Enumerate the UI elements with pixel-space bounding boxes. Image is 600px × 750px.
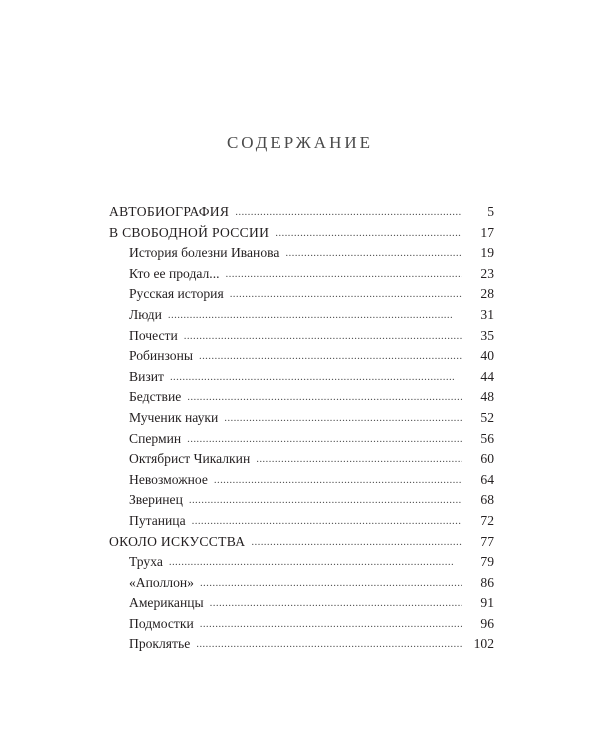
toc-entry — [109, 202, 494, 223]
leader-dots — [230, 284, 462, 305]
toc-entry — [109, 634, 494, 655]
toc-entry-title: Мученик науки — [129, 409, 219, 425]
toc-entry-page: 96 — [480, 615, 494, 631]
toc-entry-page: 102 — [473, 636, 494, 652]
leader-dots — [184, 326, 462, 347]
leader-dots — [169, 552, 462, 573]
toc-heading: СОДЕРЖАНИЕ — [226, 133, 374, 152]
toc-entry-title: Зверинец — [129, 492, 183, 508]
toc-entry-title: ОКОЛО ИСКУССТВА — [109, 533, 246, 549]
toc-entry-title: Русская история — [129, 286, 224, 302]
toc-entry-page: 64 — [480, 471, 494, 487]
toc-entry-title: Проклятье — [129, 636, 191, 652]
leader-dots — [187, 387, 462, 408]
toc-entry-title: «Аполлон» — [129, 574, 194, 590]
toc-entry — [109, 573, 494, 594]
leader-dots — [189, 490, 462, 511]
leader-dots — [226, 264, 463, 285]
toc-entry-title: Почести — [129, 327, 178, 343]
toc-entry — [109, 511, 494, 532]
toc-entry-page: 77 — [480, 533, 494, 549]
toc-entry-title: Люди — [129, 306, 162, 322]
toc-entry-page: 60 — [480, 451, 494, 467]
toc-entry — [109, 614, 494, 635]
toc-entry-page: 48 — [480, 389, 494, 405]
leader-dots — [200, 573, 462, 594]
toc-entry-title: В СВОБОДНОЙ РОССИИ — [109, 224, 270, 240]
toc-entry — [109, 223, 494, 244]
toc-entry-title: Спермин — [129, 430, 182, 446]
toc-entry — [109, 264, 494, 285]
toc-entry-page: 91 — [480, 595, 494, 611]
toc-entry-title: Путаница — [129, 512, 186, 528]
toc-entry — [109, 243, 494, 264]
leader-dots — [192, 511, 462, 532]
leader-dots — [168, 305, 462, 326]
toc-entry-title: Визит — [129, 368, 164, 384]
leader-dots — [196, 634, 462, 655]
toc-entry-page: 79 — [480, 554, 494, 570]
leader-dots — [224, 408, 462, 429]
toc-entry — [109, 429, 494, 450]
toc-entry-page: 86 — [480, 574, 494, 590]
toc-entry — [109, 326, 494, 347]
toc-entry-title: Невозможное — [129, 471, 208, 487]
toc-entry — [109, 532, 494, 553]
toc-entry-title: Робинзоны — [129, 348, 193, 364]
toc-entry-page: 68 — [480, 492, 494, 508]
toc-entry — [109, 346, 494, 367]
leader-dots — [210, 593, 462, 614]
toc-entry-page: 5 — [487, 204, 494, 219]
toc-entry — [109, 593, 494, 614]
toc-entry — [109, 387, 494, 408]
toc-entry-page: 56 — [480, 430, 494, 446]
toc-entry — [109, 408, 494, 429]
toc-entry — [109, 552, 494, 573]
toc-entry-title: Подмостки — [129, 615, 194, 631]
leader-dots — [251, 532, 462, 553]
toc-entry-page: 28 — [480, 286, 494, 302]
toc-entry-page: 40 — [480, 348, 494, 364]
toc-entry — [109, 367, 494, 388]
toc-entry-page: 35 — [480, 327, 494, 343]
toc-entry-page: 31 — [480, 306, 494, 322]
toc-entry-page: 23 — [480, 265, 494, 281]
toc-entry-title: Октябрист Чикалкин — [129, 451, 251, 467]
leader-dots — [187, 429, 462, 450]
leader-dots — [199, 346, 462, 367]
toc-entry-page: 52 — [480, 409, 494, 425]
toc-entry-page: 44 — [480, 368, 494, 384]
toc-entry — [109, 470, 494, 491]
toc-entry-page: 19 — [480, 245, 494, 261]
leader-dots — [285, 243, 462, 264]
toc-entry-title: Бедствие — [129, 389, 182, 405]
toc-entry-page: 72 — [480, 512, 494, 528]
toc-entry — [109, 490, 494, 511]
toc-entry-page: 17 — [480, 224, 494, 240]
leader-dots — [170, 367, 462, 388]
toc-entry-title: Кто ее продал... — [129, 265, 220, 281]
leader-dots — [214, 470, 462, 491]
toc-entry-title: АВТОБИОГРАФИЯ — [109, 204, 230, 219]
toc-entry — [109, 449, 494, 470]
toc-entry-title: Американцы — [129, 595, 204, 611]
toc-entry-title: Труха — [129, 554, 163, 570]
table-of-contents — [109, 202, 494, 655]
leader-dots — [275, 223, 462, 244]
leader-dots — [235, 202, 462, 223]
toc-entry-title: История болезни Иванова — [129, 245, 280, 261]
leader-dots — [200, 614, 462, 635]
leader-dots — [256, 449, 462, 470]
toc-entry — [109, 284, 494, 305]
toc-entry — [109, 305, 494, 326]
